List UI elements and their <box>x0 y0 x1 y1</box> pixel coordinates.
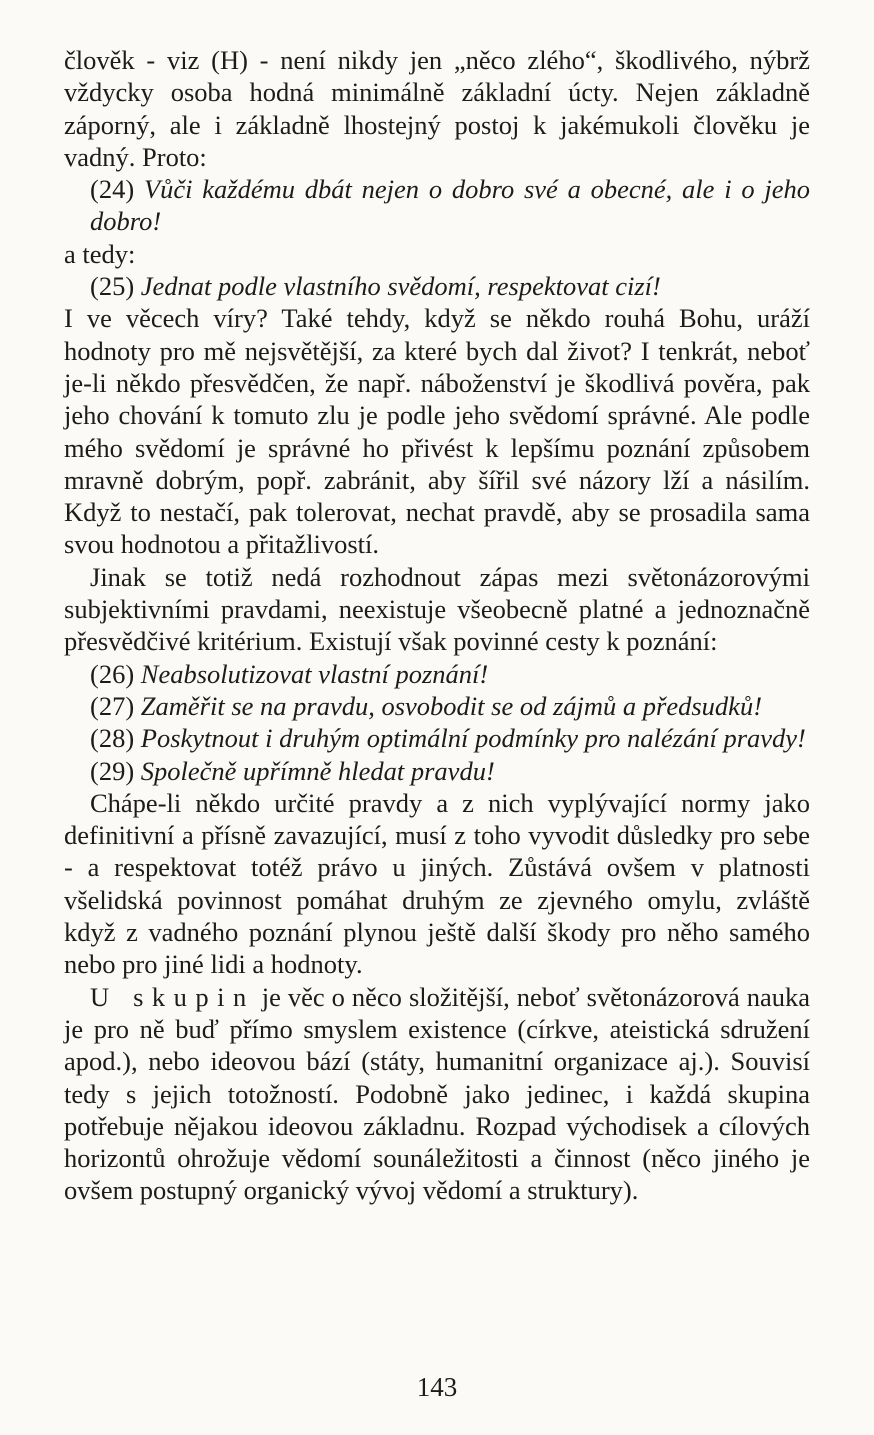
item-number: (29) <box>90 755 135 786</box>
spaced-emphasis: U skupin <box>90 981 255 1012</box>
item-text: Vůči každému dbát nejen o dobro své a obecné, ale i o jeho dobro! <box>90 174 810 237</box>
paragraph: Chápe-li někdo určité pravdy a z nich vyplývající normy jako definitivní a přísně zavazující, musí z toho vyvodit důsledky pro sebe - a respektovat totéž právo u jiných. Zůstává ovšem v platnosti všelidská povinnost pomáhat druhým ze zjevného omylu, zvláště když z vadného poznání plynou ještě další škody pro něho samého nebo pro jiné lidi a hodnoty. <box>64 787 810 980</box>
paragraph: Jinak se totiž nedá rozhodnout zápas mezi světonázorovými subjektivními pravdami, neexistuje všeobecně platné a jednoznačně přesvědčivé kritérium. Existují však povinné cesty k poznání: <box>64 561 810 657</box>
list-item-26 <box>64 658 810 690</box>
list-item-24 <box>64 173 810 238</box>
list-item-25 <box>64 270 810 302</box>
item-text: Neabsolutizovat vlastní poznání! <box>140 658 489 689</box>
item-number: (25) <box>90 271 135 302</box>
paragraph-continued: člověk - viz (H) - není nikdy jen „něco zlého“, škodlivého, nýbrž vždycky osoba hodná minimálně základní úcty. Nejen základně záporný, ale i základně lhostejný postoj k jakémukoli člověku je vadný. Proto: <box>64 45 810 172</box>
paragraph <box>64 981 810 1207</box>
paragraph-rest: je věc o něco složitější, neboť světonázorová nauka je pro ně buď přímo smyslem existence (církve, ateistická sdružení apod.), nebo ideovou bází (státy, humanitní organizace aj.). Souvisí tedy s jejich totožností. Podobně jako jedinec, i každá skupina potřebuje nějakou ideovou základnu. Rozpad východisek a cílových horizontů ohrožuje vědomí sounáležitosti a činnost (něco jiného je ovšem postupný organický vývoj vědomí a struktury). <box>64 981 811 1206</box>
item-text: Společně upřímně hledat pravdu! <box>140 755 495 786</box>
body-text <box>64 44 810 1207</box>
list-item-27 <box>64 690 810 722</box>
page-number: 143 <box>416 1372 458 1402</box>
item-number: (26) <box>90 658 135 689</box>
item-number: (28) <box>90 723 135 754</box>
connector-line: a tedy: <box>64 238 136 269</box>
item-number: (24) <box>90 174 135 205</box>
item-text: Zaměřit se na pravdu, osvobodit se od zájmů a předsudků! <box>140 690 763 721</box>
item-number: (27) <box>90 690 135 721</box>
item-text: Jednat podle vlastního svědomí, respektovat cizí! <box>140 271 661 302</box>
item-text: Poskytnout i druhým optimální podmínky pro nalézání pravdy! <box>140 723 806 754</box>
list-item-29 <box>64 755 810 787</box>
list-item-28 <box>64 722 810 754</box>
paragraph: I ve věcech víry? Také tehdy, když se někdo rouhá Bohu, uráží hodnoty pro mě nejsvětější, za které bych dal život? I tenkrát, neboť je-li někdo přesvědčen, že např. náboženství je škodlivá pověra, pak jeho chování k tomuto zlu je podle jeho svědomí správné. Ale podle mého svědomí je správné ho přivést k lepšímu poznání způsobem mravně dobrým, popř. zabránit, aby šířil své názory lží a násilím. Když to nestačí, pak tolerovat, nechat pravdě, aby se prosadila sama svou hodnotou a přitažlivostí. <box>64 303 810 560</box>
